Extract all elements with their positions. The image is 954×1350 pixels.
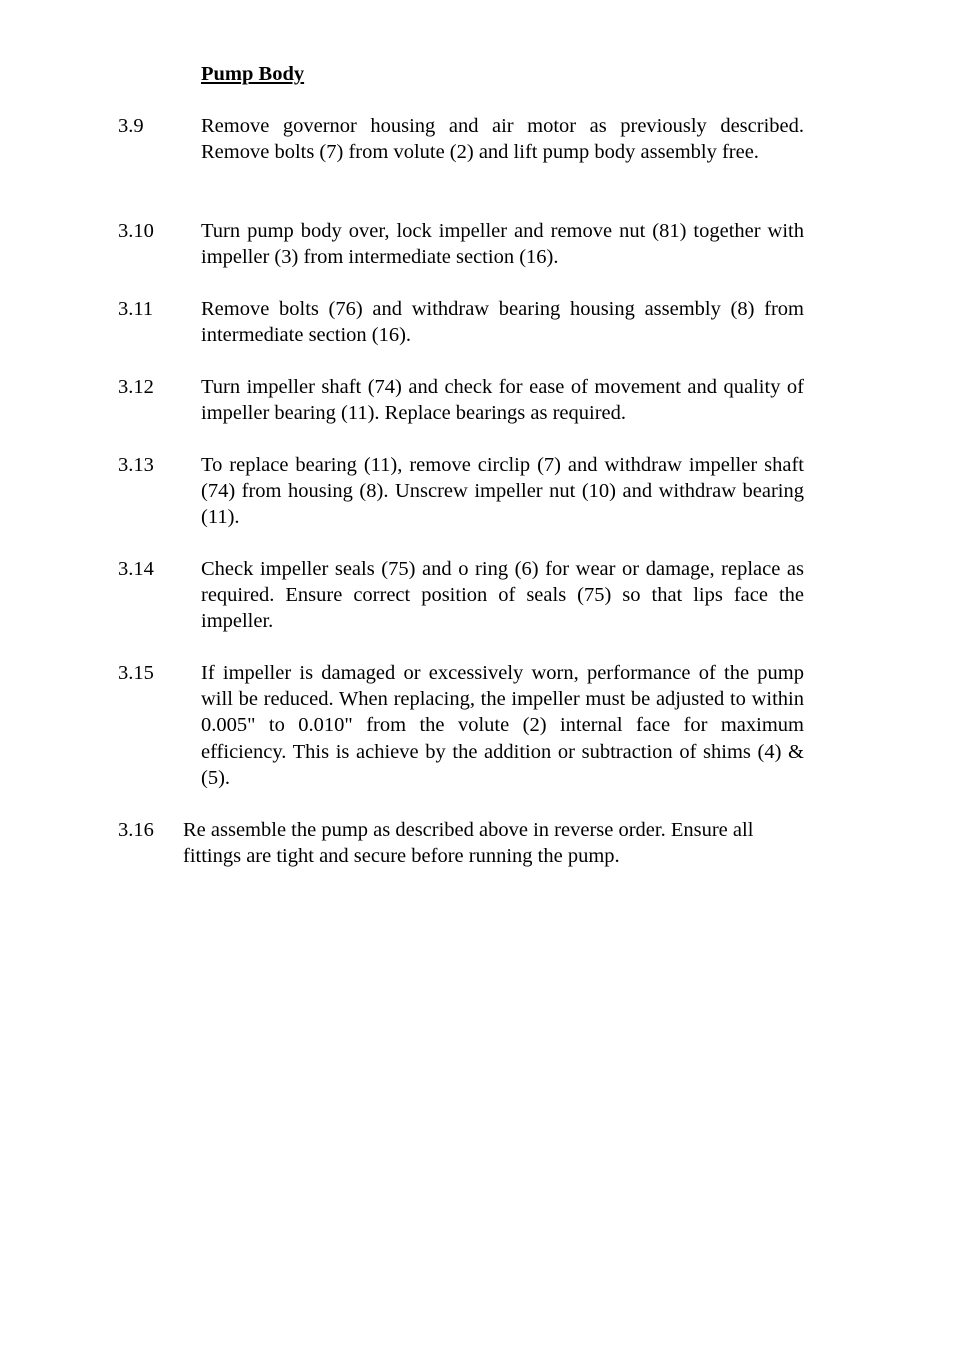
item-text: Turn impeller shaft (74) and check for ease of movement and quality of impeller bearing (11). Replace bearings as required. (201, 376, 804, 425)
item-text: Turn pump body over, lock impeller and remove nut (81) together with impeller (3) from intermediate section (16). (201, 220, 804, 269)
item-number: 3.16 (118, 819, 154, 841)
item-text: To replace bearing (11), remove circlip (7) and withdraw impeller shaft (74) from housing (8). Unscrew impeller nut (10) and withdraw bearing (11). (201, 454, 804, 529)
item-text: Remove bolts (76) and withdraw bearing housing assembly (8) from intermediate section (16). (201, 298, 804, 347)
item-text: Remove governor housing and air motor as previously described. Remove bolts (7) from volute (2) and lift pump body assembly free. (201, 115, 804, 164)
item-number: 3.15 (118, 662, 154, 684)
item-text: Re assemble the pump as described above in reverse order. Ensure all fittings are tight and secure before running the pump. (183, 819, 754, 868)
item-text: If impeller is damaged or excessively worn, performance of the pump will be reduced. When replacing, the impeller must be adjusted to within 0.005" to 0.010" from the volute (2) internal face for maximum efficiency. This is achieve by the addition or subtraction of shims (4) & (5). (201, 662, 804, 789)
item-number: 3.14 (118, 558, 154, 580)
item-number: 3.9 (118, 115, 144, 137)
item-number: 3.10 (118, 220, 154, 242)
item-number: 3.11 (118, 298, 154, 320)
item-text: Check impeller seals (75) and o ring (6) for wear or damage, replace as required. Ensure correct position of seals (75) so that lips face the impeller. (201, 558, 804, 633)
item-number: 3.13 (118, 454, 154, 476)
item-number: 3.12 (118, 376, 154, 398)
section-heading: Pump Body (201, 63, 305, 85)
